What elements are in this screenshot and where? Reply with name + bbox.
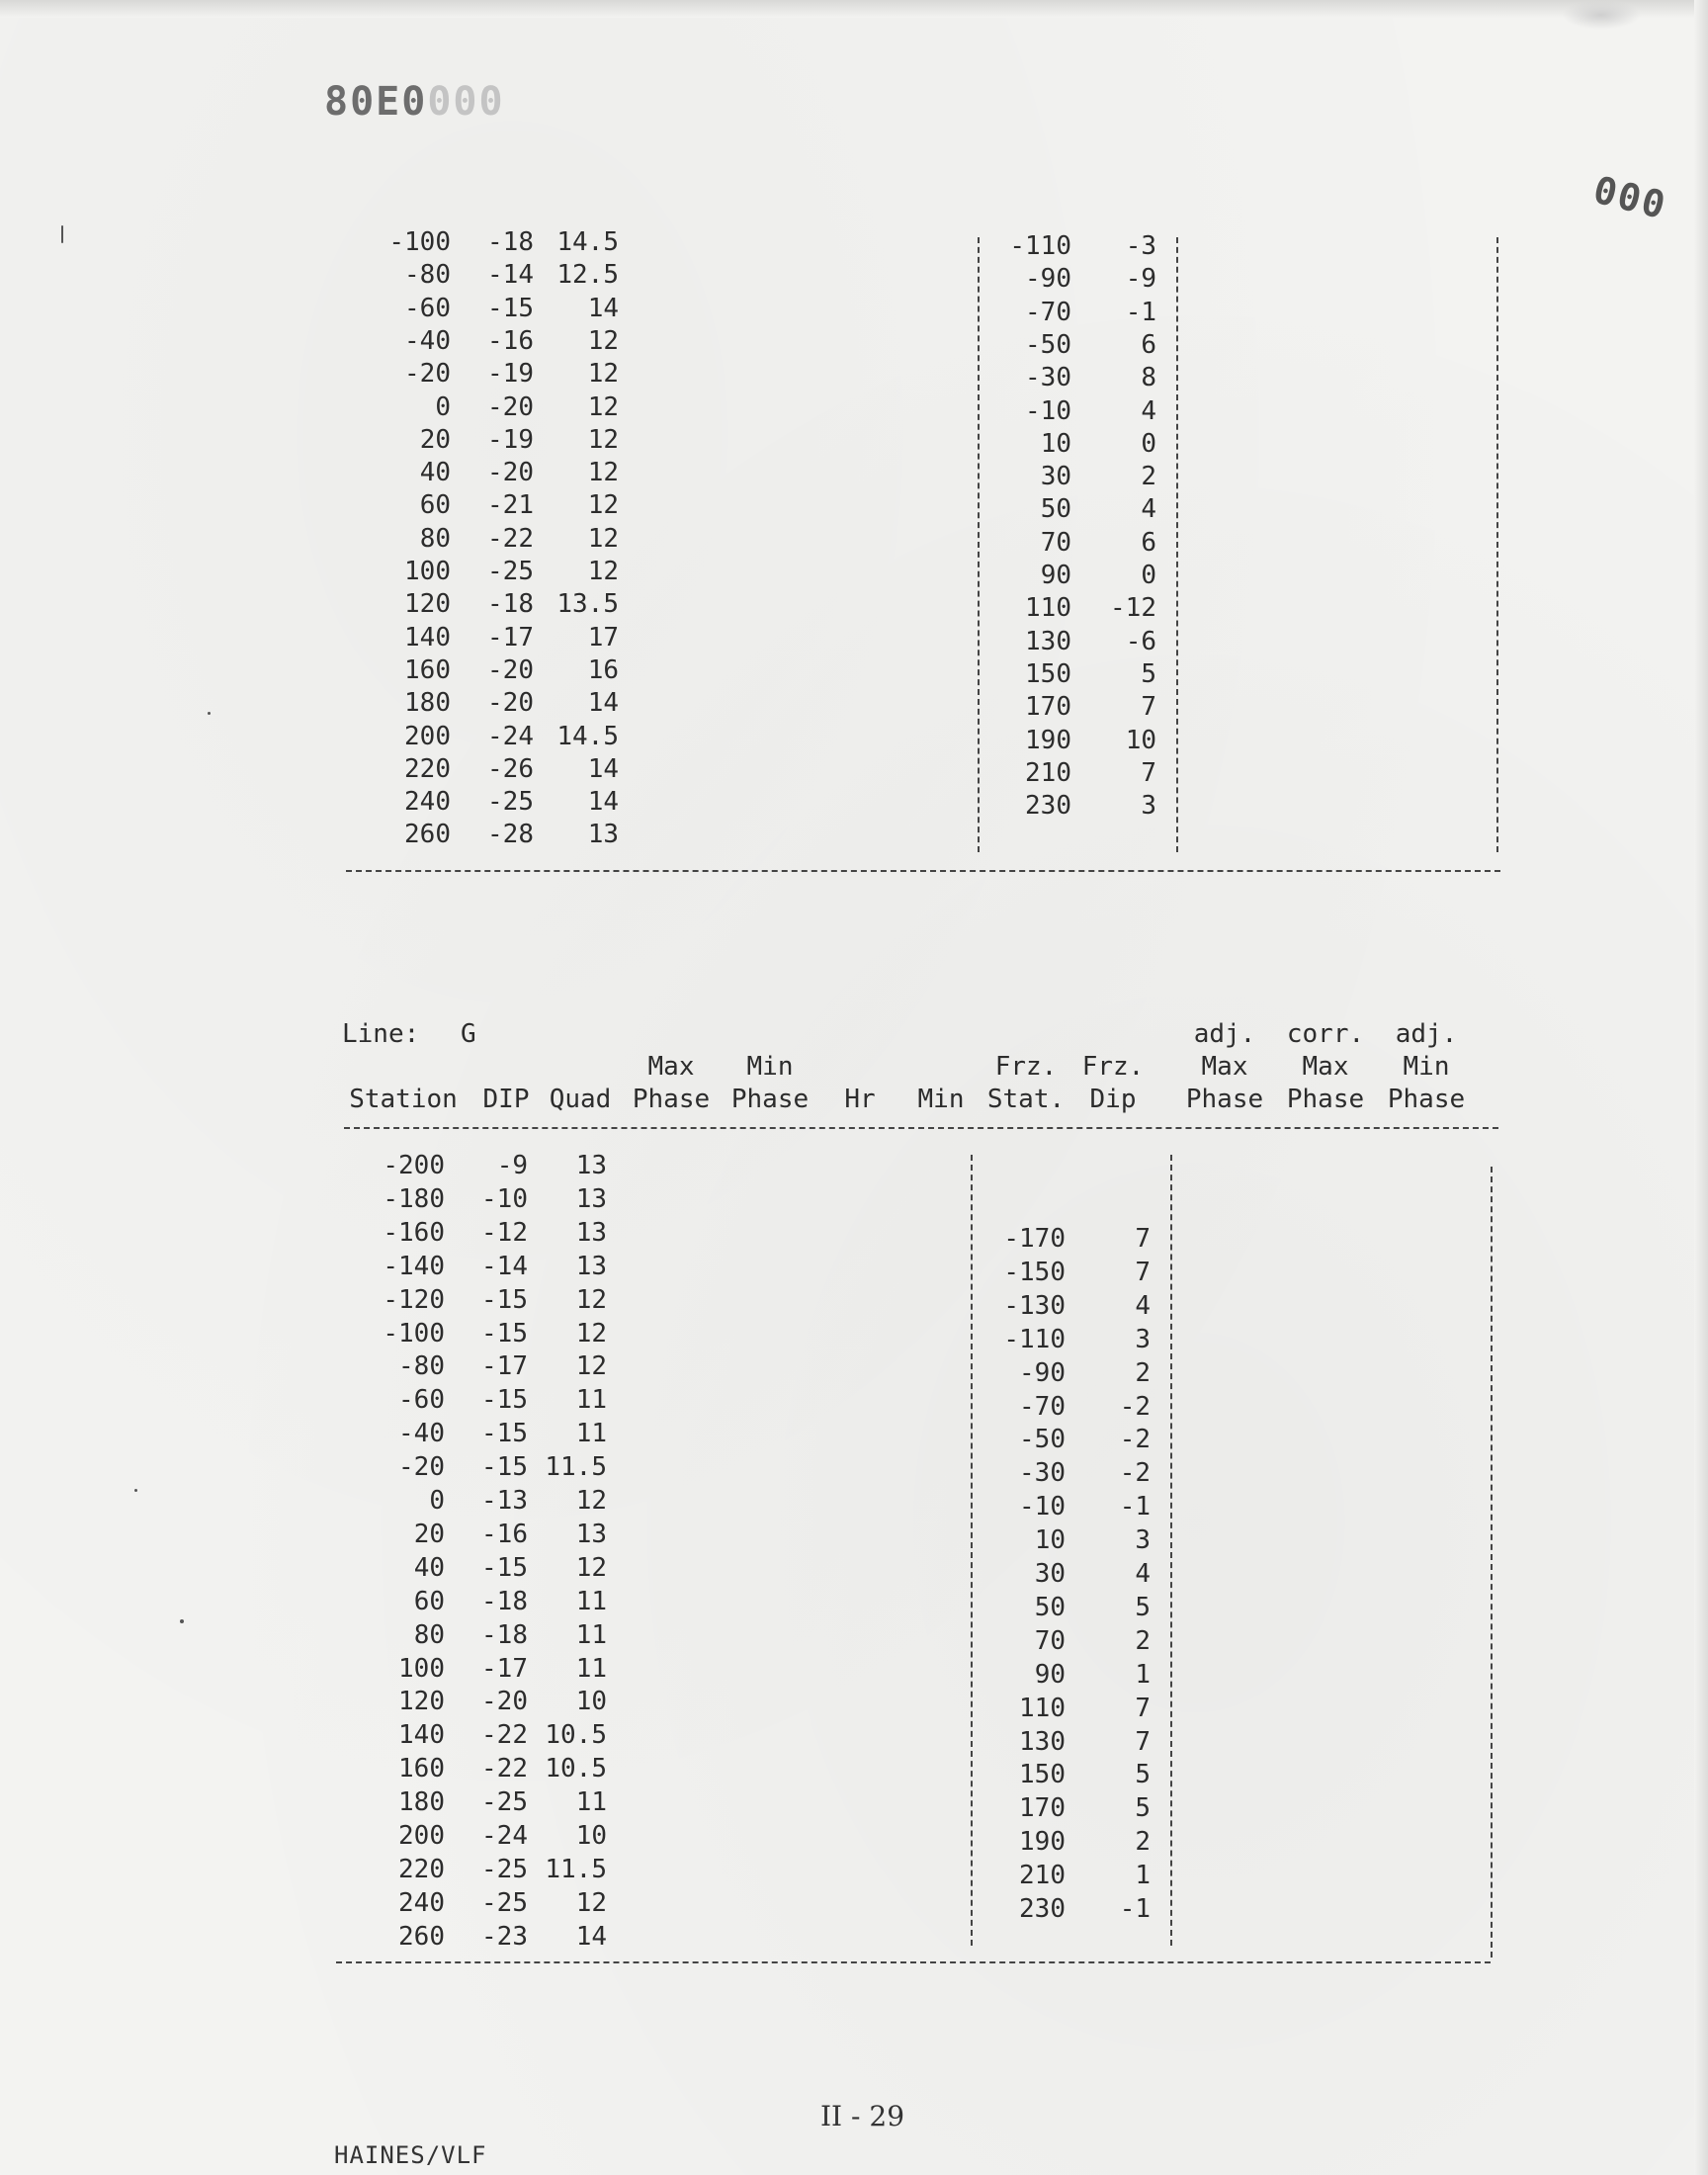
frz-dip-cell: -2 bbox=[1119, 1458, 1151, 1489]
frz-stat-cell: 190 bbox=[1019, 1827, 1066, 1858]
dip-cell: -14 bbox=[487, 260, 534, 291]
quad-cell: 13 bbox=[575, 1519, 607, 1549]
dip-cell: -25 bbox=[481, 1787, 528, 1818]
quad-cell: 17 bbox=[587, 622, 619, 652]
station-cell: 120 bbox=[404, 589, 451, 620]
dip-cell: -28 bbox=[487, 820, 534, 850]
column-divider bbox=[1491, 1167, 1493, 1958]
quad-cell: 14 bbox=[587, 293, 619, 323]
station-cell: -100 bbox=[383, 1318, 445, 1348]
quad-cell: 12 bbox=[587, 392, 619, 422]
quad-cell: 10 bbox=[575, 1821, 607, 1851]
frz-stat-cell: 230 bbox=[1019, 1894, 1066, 1924]
header-adj-min-phase: adj. Min Phase bbox=[1387, 1019, 1466, 1114]
quad-cell: 16 bbox=[587, 654, 619, 685]
frz-dip-cell: 1 bbox=[1135, 1659, 1151, 1690]
dip-cell: -15 bbox=[481, 1452, 528, 1483]
station-cell: -140 bbox=[383, 1251, 445, 1281]
column-divider bbox=[978, 237, 980, 852]
dip-cell: -16 bbox=[481, 1519, 528, 1549]
frz-dip-cell: 1 bbox=[1135, 1861, 1151, 1891]
dip-cell: -18 bbox=[487, 227, 534, 257]
quad-cell: 11 bbox=[575, 1419, 607, 1449]
quad-cell: 12 bbox=[575, 1552, 607, 1583]
station-cell: 260 bbox=[398, 1921, 445, 1952]
frz-stat-cell: -30 bbox=[1019, 1458, 1066, 1489]
frz-stat-cell: 10 bbox=[1034, 1525, 1066, 1556]
dip-cell: -17 bbox=[481, 1351, 528, 1382]
dip-cell: -18 bbox=[481, 1586, 528, 1616]
quad-cell: 12 bbox=[587, 557, 619, 586]
station-cell: 40 bbox=[419, 458, 451, 488]
frz-dip-cell: 4 bbox=[1135, 1290, 1151, 1321]
page-number: II - 29 bbox=[820, 2100, 905, 2132]
frz-stat-cell: -110 bbox=[1009, 231, 1071, 261]
frz-dip-cell: 4 bbox=[1141, 494, 1156, 525]
frz-dip-cell: 4 bbox=[1135, 1559, 1151, 1589]
station-cell: 60 bbox=[413, 1586, 445, 1616]
frz-dip-cell: -1 bbox=[1119, 1894, 1151, 1924]
quad-cell: 12 bbox=[575, 1351, 607, 1382]
header-hr: Hr bbox=[844, 1085, 876, 1114]
station-cell: 100 bbox=[404, 557, 451, 586]
column-divider bbox=[971, 1155, 973, 1946]
frz-stat-cell: 30 bbox=[1040, 462, 1071, 492]
station-cell: -20 bbox=[398, 1452, 445, 1483]
dip-cell: -25 bbox=[487, 557, 534, 586]
dip-cell: -20 bbox=[487, 688, 534, 719]
station-cell: 20 bbox=[419, 424, 451, 455]
quad-cell: 12 bbox=[575, 1486, 607, 1516]
station-cell: 80 bbox=[419, 523, 451, 554]
frz-stat-cell: -50 bbox=[1025, 329, 1071, 360]
quad-cell: 14 bbox=[587, 753, 619, 784]
quad-cell: 10 bbox=[575, 1687, 607, 1717]
station-cell: -200 bbox=[383, 1151, 445, 1180]
header-min-phase: Min Phase bbox=[730, 1052, 810, 1114]
station-cell: 40 bbox=[413, 1552, 445, 1583]
frz-stat-cell: 110 bbox=[1019, 1693, 1066, 1723]
page-corner-stamp: 000 bbox=[1588, 167, 1671, 228]
frz-dip-cell: 0 bbox=[1141, 428, 1156, 459]
header-rule bbox=[344, 1127, 1498, 1129]
table-bottom-rule bbox=[336, 1961, 1491, 1963]
header-corr-max-phase: corr. Max Phase bbox=[1286, 1019, 1365, 1114]
frz-dip-cell: 2 bbox=[1135, 1625, 1151, 1656]
station-cell: 180 bbox=[398, 1787, 445, 1818]
frz-stat-cell: -70 bbox=[1025, 297, 1071, 327]
dip-cell: -25 bbox=[487, 787, 534, 818]
scan-edge-right bbox=[1694, 0, 1708, 2175]
quad-cell: 12 bbox=[587, 523, 619, 554]
dip-cell: -25 bbox=[481, 1887, 528, 1918]
dip-cell: -15 bbox=[481, 1419, 528, 1449]
station-cell: -80 bbox=[398, 1351, 445, 1382]
frz-stat-cell: 150 bbox=[1019, 1760, 1066, 1790]
frz-stat-cell: -50 bbox=[1019, 1425, 1066, 1455]
frz-stat-cell: 130 bbox=[1019, 1726, 1066, 1757]
frz-stat-cell: -150 bbox=[1003, 1257, 1066, 1287]
quad-cell: 13 bbox=[587, 820, 619, 850]
dip-cell: -17 bbox=[481, 1653, 528, 1684]
dip-cell: -23 bbox=[481, 1921, 528, 1952]
frz-stat-cell: 90 bbox=[1034, 1659, 1066, 1690]
quad-cell: 12 bbox=[587, 458, 619, 488]
dip-cell: -24 bbox=[487, 721, 534, 751]
frz-dip-cell: -3 bbox=[1125, 231, 1156, 261]
station-cell: 140 bbox=[404, 622, 451, 652]
station-cell: -120 bbox=[383, 1284, 445, 1315]
frz-stat-cell: -10 bbox=[1025, 395, 1071, 426]
frz-stat-cell: 230 bbox=[1025, 791, 1071, 822]
dip-cell: -25 bbox=[481, 1854, 528, 1884]
frz-stat-cell: -90 bbox=[1025, 264, 1071, 295]
quad-cell: 14 bbox=[587, 688, 619, 719]
header-dip: DIP bbox=[482, 1085, 530, 1114]
station-cell: -60 bbox=[398, 1385, 445, 1416]
station-cell: -60 bbox=[404, 293, 451, 323]
station-cell: -20 bbox=[404, 359, 451, 390]
frz-stat-cell: 170 bbox=[1019, 1793, 1066, 1824]
scan-speck bbox=[208, 712, 211, 715]
scan-speck bbox=[61, 225, 63, 243]
frz-stat-cell: 210 bbox=[1025, 757, 1071, 788]
frz-dip-cell: 2 bbox=[1135, 1827, 1151, 1858]
frz-stat-cell: 90 bbox=[1040, 561, 1071, 590]
station-cell: 240 bbox=[398, 1887, 445, 1918]
scan-edge-top bbox=[0, 0, 1708, 18]
quad-cell: 12 bbox=[575, 1887, 607, 1918]
dip-cell: -10 bbox=[481, 1183, 528, 1214]
scan-speck bbox=[180, 1619, 184, 1623]
frz-dip-cell: -12 bbox=[1110, 593, 1156, 624]
quad-cell: 11 bbox=[575, 1653, 607, 1684]
dip-cell: -22 bbox=[481, 1754, 528, 1784]
station-cell: 60 bbox=[419, 490, 451, 521]
dip-cell: -22 bbox=[487, 523, 534, 554]
dip-cell: -19 bbox=[487, 359, 534, 390]
station-cell: -80 bbox=[404, 260, 451, 291]
frz-dip-cell: 5 bbox=[1135, 1760, 1151, 1790]
station-cell: 140 bbox=[398, 1720, 445, 1751]
header-frz-dip: Frz. Dip bbox=[1081, 1052, 1145, 1114]
station-cell: 200 bbox=[404, 721, 451, 751]
quad-cell: 10.5 bbox=[545, 1720, 607, 1751]
quad-cell: 14.5 bbox=[556, 227, 619, 257]
line-label: Line: bbox=[342, 1019, 420, 1049]
frz-dip-cell: 5 bbox=[1141, 658, 1156, 689]
frz-dip-cell: -9 bbox=[1125, 264, 1156, 295]
quad-cell: 11 bbox=[575, 1586, 607, 1616]
quad-cell: 10.5 bbox=[545, 1754, 607, 1784]
dip-cell: -19 bbox=[487, 424, 534, 455]
quad-cell: 12 bbox=[575, 1318, 607, 1348]
dip-cell: -18 bbox=[487, 589, 534, 620]
dip-cell: -22 bbox=[481, 1720, 528, 1751]
frz-stat-cell: 70 bbox=[1034, 1625, 1066, 1656]
dip-cell: -24 bbox=[481, 1821, 528, 1851]
frz-dip-cell: 5 bbox=[1135, 1793, 1151, 1824]
frz-stat-cell: 30 bbox=[1034, 1559, 1066, 1589]
frz-stat-cell: -30 bbox=[1025, 363, 1071, 393]
dip-cell: -13 bbox=[481, 1486, 528, 1516]
document-label: HAINES/VLF bbox=[334, 2141, 487, 2165]
quad-cell: 11 bbox=[575, 1619, 607, 1650]
dip-cell: -21 bbox=[487, 490, 534, 521]
station-cell: -160 bbox=[383, 1217, 445, 1248]
station-cell: 240 bbox=[404, 787, 451, 818]
frz-stat-cell: 50 bbox=[1040, 494, 1071, 525]
station-cell: 100 bbox=[398, 1653, 445, 1684]
station-cell: 260 bbox=[404, 820, 451, 850]
frz-stat-cell: 10 bbox=[1040, 428, 1071, 459]
quad-cell: 12 bbox=[587, 359, 619, 390]
quad-cell: 12 bbox=[575, 1284, 607, 1315]
header-frz-stat: Frz. Stat. bbox=[986, 1052, 1066, 1114]
column-divider bbox=[1170, 1155, 1172, 1946]
frz-stat-cell: 70 bbox=[1040, 527, 1071, 558]
dip-cell: -20 bbox=[487, 654, 534, 685]
dip-cell: -15 bbox=[481, 1318, 528, 1348]
frz-dip-cell: 2 bbox=[1141, 462, 1156, 492]
frz-dip-cell: 6 bbox=[1141, 329, 1156, 360]
column-divider bbox=[1176, 237, 1178, 852]
quad-cell: 11.5 bbox=[545, 1452, 607, 1483]
dip-cell: -20 bbox=[487, 458, 534, 488]
frz-dip-cell: 3 bbox=[1135, 1525, 1151, 1556]
frz-dip-cell: 7 bbox=[1135, 1257, 1151, 1287]
header-station: Station bbox=[349, 1085, 458, 1114]
frz-stat-cell: 190 bbox=[1025, 725, 1071, 755]
quad-cell: 13 bbox=[575, 1217, 607, 1248]
quad-cell: 14 bbox=[587, 787, 619, 818]
dip-cell: -15 bbox=[481, 1284, 528, 1315]
frz-stat-cell: 130 bbox=[1025, 626, 1071, 656]
frz-dip-cell: 3 bbox=[1141, 791, 1156, 822]
frz-dip-cell: 7 bbox=[1135, 1693, 1151, 1723]
station-cell: 220 bbox=[398, 1854, 445, 1884]
scan-smudge bbox=[1562, 0, 1641, 30]
line-value: G bbox=[461, 1019, 476, 1049]
header-quad: Quad bbox=[549, 1085, 612, 1114]
dip-cell: -20 bbox=[487, 392, 534, 422]
dip-cell: -14 bbox=[481, 1251, 528, 1281]
quad-cell: 12 bbox=[587, 490, 619, 521]
station-cell: -180 bbox=[383, 1183, 445, 1214]
station-cell: 160 bbox=[398, 1754, 445, 1784]
station-cell: 120 bbox=[398, 1687, 445, 1717]
dip-cell: -15 bbox=[481, 1385, 528, 1416]
frz-stat-cell: -170 bbox=[1003, 1224, 1066, 1254]
frz-dip-cell: 5 bbox=[1135, 1592, 1151, 1622]
quad-cell: 12 bbox=[587, 424, 619, 455]
dip-cell: -16 bbox=[487, 325, 534, 356]
frz-dip-cell: 8 bbox=[1141, 363, 1156, 393]
frz-dip-cell: -1 bbox=[1125, 297, 1156, 327]
frz-dip-cell: 3 bbox=[1135, 1324, 1151, 1354]
frz-dip-cell: -2 bbox=[1119, 1425, 1151, 1455]
station-cell: 80 bbox=[413, 1619, 445, 1650]
frz-dip-cell: 7 bbox=[1135, 1726, 1151, 1757]
station-cell: -100 bbox=[388, 227, 451, 257]
dip-cell: -9 bbox=[496, 1151, 528, 1180]
frz-stat-cell: -10 bbox=[1019, 1492, 1066, 1522]
scan-speck bbox=[134, 1489, 137, 1492]
frz-stat-cell: -110 bbox=[1003, 1324, 1066, 1354]
frz-dip-cell: 4 bbox=[1141, 395, 1156, 426]
quad-cell: 12 bbox=[587, 325, 619, 356]
quad-cell: 13 bbox=[575, 1183, 607, 1214]
station-cell: -40 bbox=[398, 1419, 445, 1449]
frz-stat-cell: 110 bbox=[1025, 593, 1071, 624]
station-cell: 0 bbox=[429, 1486, 445, 1516]
frz-stat-cell: -70 bbox=[1019, 1391, 1066, 1422]
frz-dip-cell: 2 bbox=[1135, 1357, 1151, 1388]
frz-dip-cell: 7 bbox=[1141, 692, 1156, 723]
dip-cell: -17 bbox=[487, 622, 534, 652]
frz-stat-cell: -130 bbox=[1003, 1290, 1066, 1321]
station-cell: 20 bbox=[413, 1519, 445, 1549]
station-cell: 220 bbox=[404, 753, 451, 784]
frz-stat-cell: -90 bbox=[1019, 1357, 1066, 1388]
quad-cell: 11.5 bbox=[545, 1854, 607, 1884]
frz-dip-cell: 7 bbox=[1135, 1224, 1151, 1254]
station-cell: 160 bbox=[404, 654, 451, 685]
frz-dip-cell: -1 bbox=[1119, 1492, 1151, 1522]
frz-dip-cell: -6 bbox=[1125, 626, 1156, 656]
frz-dip-cell: 0 bbox=[1141, 561, 1156, 590]
station-cell: 200 bbox=[398, 1821, 445, 1851]
column-divider bbox=[1496, 237, 1498, 852]
header-min: Min bbox=[917, 1085, 965, 1114]
dip-cell: -20 bbox=[481, 1687, 528, 1717]
quad-cell: 11 bbox=[575, 1385, 607, 1416]
quad-cell: 14.5 bbox=[556, 721, 619, 751]
quad-cell: 13 bbox=[575, 1151, 607, 1180]
dip-cell: -12 bbox=[481, 1217, 528, 1248]
frz-stat-cell: 50 bbox=[1034, 1592, 1066, 1622]
station-cell: -40 bbox=[404, 325, 451, 356]
quad-cell: 13 bbox=[575, 1251, 607, 1281]
table-bottom-rule bbox=[346, 870, 1500, 872]
dip-cell: -15 bbox=[487, 293, 534, 323]
frz-stat-cell: 170 bbox=[1025, 692, 1071, 723]
quad-cell: 12.5 bbox=[556, 260, 619, 291]
dip-cell: -26 bbox=[487, 753, 534, 784]
header-adj-max-phase: adj. Max Phase bbox=[1185, 1019, 1264, 1114]
header-max-phase: Max Phase bbox=[632, 1052, 711, 1114]
frz-dip-cell: 10 bbox=[1125, 725, 1156, 755]
dip-cell: -18 bbox=[481, 1619, 528, 1650]
quad-cell: 14 bbox=[575, 1921, 607, 1952]
quad-cell: 11 bbox=[575, 1787, 607, 1818]
station-cell: 180 bbox=[404, 688, 451, 719]
dip-cell: -15 bbox=[481, 1552, 528, 1583]
frz-stat-cell: 210 bbox=[1019, 1861, 1066, 1891]
station-cell: 0 bbox=[435, 392, 451, 422]
document-number-stamp: 80E0000 bbox=[324, 79, 505, 125]
frz-dip-cell: 6 bbox=[1141, 527, 1156, 558]
frz-stat-cell: 150 bbox=[1025, 658, 1071, 689]
frz-dip-cell: 7 bbox=[1141, 757, 1156, 788]
frz-dip-cell: -2 bbox=[1119, 1391, 1151, 1422]
quad-cell: 13.5 bbox=[556, 589, 619, 620]
